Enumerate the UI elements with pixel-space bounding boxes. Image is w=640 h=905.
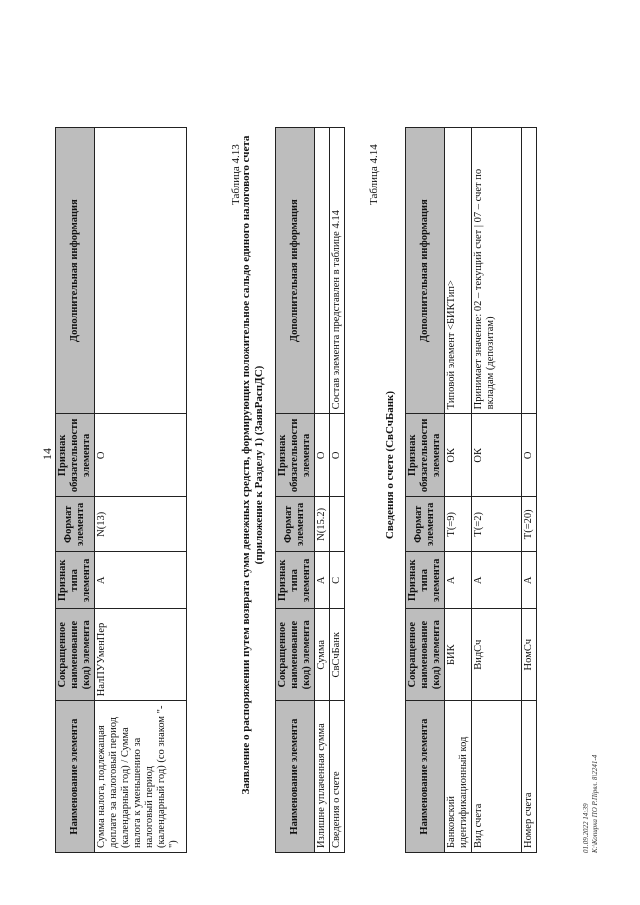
cell-required: О: [522, 414, 537, 497]
cell-name: Номер счета: [522, 701, 537, 853]
header-name: Наименование элемента: [56, 701, 95, 853]
header-format: Формат элемента: [56, 497, 95, 552]
cell-name: Вид счета: [472, 701, 522, 853]
cell-format: T(=20): [522, 497, 537, 552]
cell-type: А: [315, 552, 330, 609]
table-row: [522, 128, 537, 853]
header-type: Признак типа элемента: [406, 552, 445, 609]
cell-name: Банковский идентификационный код: [445, 701, 472, 853]
header-required: Признак обязательности элемента: [276, 414, 315, 497]
header-name: Наименование элемента: [276, 701, 315, 853]
cell-name: Сумма налога, подлежащая доплате за налоговый период (календарный год) / Сумма налога к уменьшению за налоговый период (календарный год) (со знаком "-"): [95, 701, 187, 853]
cell-type: А: [522, 552, 537, 609]
cell-type: А: [95, 552, 187, 609]
table-4-14-number: Таблица 4.14: [368, 144, 380, 205]
cell-info: Состав элемента представлен в таблице 4.14: [330, 128, 345, 414]
header-code: Сокращенное наименование (код) элемента: [56, 609, 95, 701]
header-required: Признак обязательности элемента: [406, 414, 445, 497]
header-info: Дополнительная информация: [276, 128, 315, 414]
cell-info: [95, 128, 187, 414]
cell-code: СвСчБанк: [330, 609, 345, 701]
footer-line-1: 01.09.2022 14:39: [582, 803, 590, 853]
cell-name: Излишне уплаченная сумма: [315, 701, 330, 853]
cell-type: А: [445, 552, 472, 609]
header-type: Признак типа элемента: [276, 552, 315, 609]
footer-stamp: [582, 755, 600, 853]
table-4-13-caption: Заявление о распоряжении путем возврата сумм денежных средств, формирующих положительное сальдо единого налогового счета (приложение к Разделу 1) (ЗаявРаспДС): [240, 135, 265, 795]
cell-format: N(15.2): [315, 497, 330, 552]
cell-required: О: [330, 414, 345, 497]
table-4-13-number: Таблица 4.13: [230, 144, 242, 205]
header-name: Наименование элемента: [406, 701, 445, 853]
cell-code: Сумма: [315, 609, 330, 701]
cell-required: ОК: [472, 414, 522, 497]
header-required: Признак обязательности элемента: [56, 414, 95, 497]
table-row: [445, 128, 472, 853]
footer-line-2: К:\Копирка ПО Р.Пiрвл. 8\2241-4: [591, 754, 599, 853]
cell-info: [315, 128, 330, 414]
cell-info: Принимает значение: 02 – текущий счет | 07 – счет по вкладам (депозитам): [472, 128, 522, 414]
cell-name: Сведения о счете: [330, 701, 345, 853]
table-row: [95, 128, 187, 853]
cell-info: Типовой элемент <БИКТип>: [445, 128, 472, 414]
cell-format: T(=9): [445, 497, 472, 552]
cell-type: С: [330, 552, 345, 609]
cell-format: N(13): [95, 497, 187, 552]
header-code: Сокращенное наименование (код) элемента: [406, 609, 445, 701]
table-row: [330, 128, 345, 853]
cell-code: БИК: [445, 609, 472, 701]
cell-required: ОК: [445, 414, 472, 497]
cell-info: [522, 128, 537, 414]
header-info: Дополнительная информация: [56, 128, 95, 414]
cell-code: НалПУУменПер: [95, 609, 187, 701]
header-info: Дополнительная информация: [406, 128, 445, 414]
header-format: Формат элемента: [406, 497, 445, 552]
cell-required: О: [315, 414, 330, 497]
table-row: [315, 128, 330, 853]
cell-format: [330, 497, 345, 552]
cell-required: О: [95, 414, 187, 497]
cell-code: НомСч: [522, 609, 537, 701]
header-format: Формат элемента: [276, 497, 315, 552]
table-header-row: [276, 128, 315, 853]
cell-format: T(=2): [472, 497, 522, 552]
table-top: [55, 127, 187, 853]
page-number: 14: [40, 448, 54, 460]
table-4-14-caption: Сведения о счете (СвСчБанк): [384, 390, 396, 540]
table-4-14: [405, 127, 537, 853]
header-type: Признак типа элемента: [56, 552, 95, 609]
cell-type: А: [472, 552, 522, 609]
table-row: [472, 128, 522, 853]
header-code: Сокращенное наименование (код) элемента: [276, 609, 315, 701]
cell-code: ВидСч: [472, 609, 522, 701]
table-4-13: [275, 127, 345, 853]
table-header-row: [56, 128, 95, 853]
table-header-row: [406, 128, 445, 853]
